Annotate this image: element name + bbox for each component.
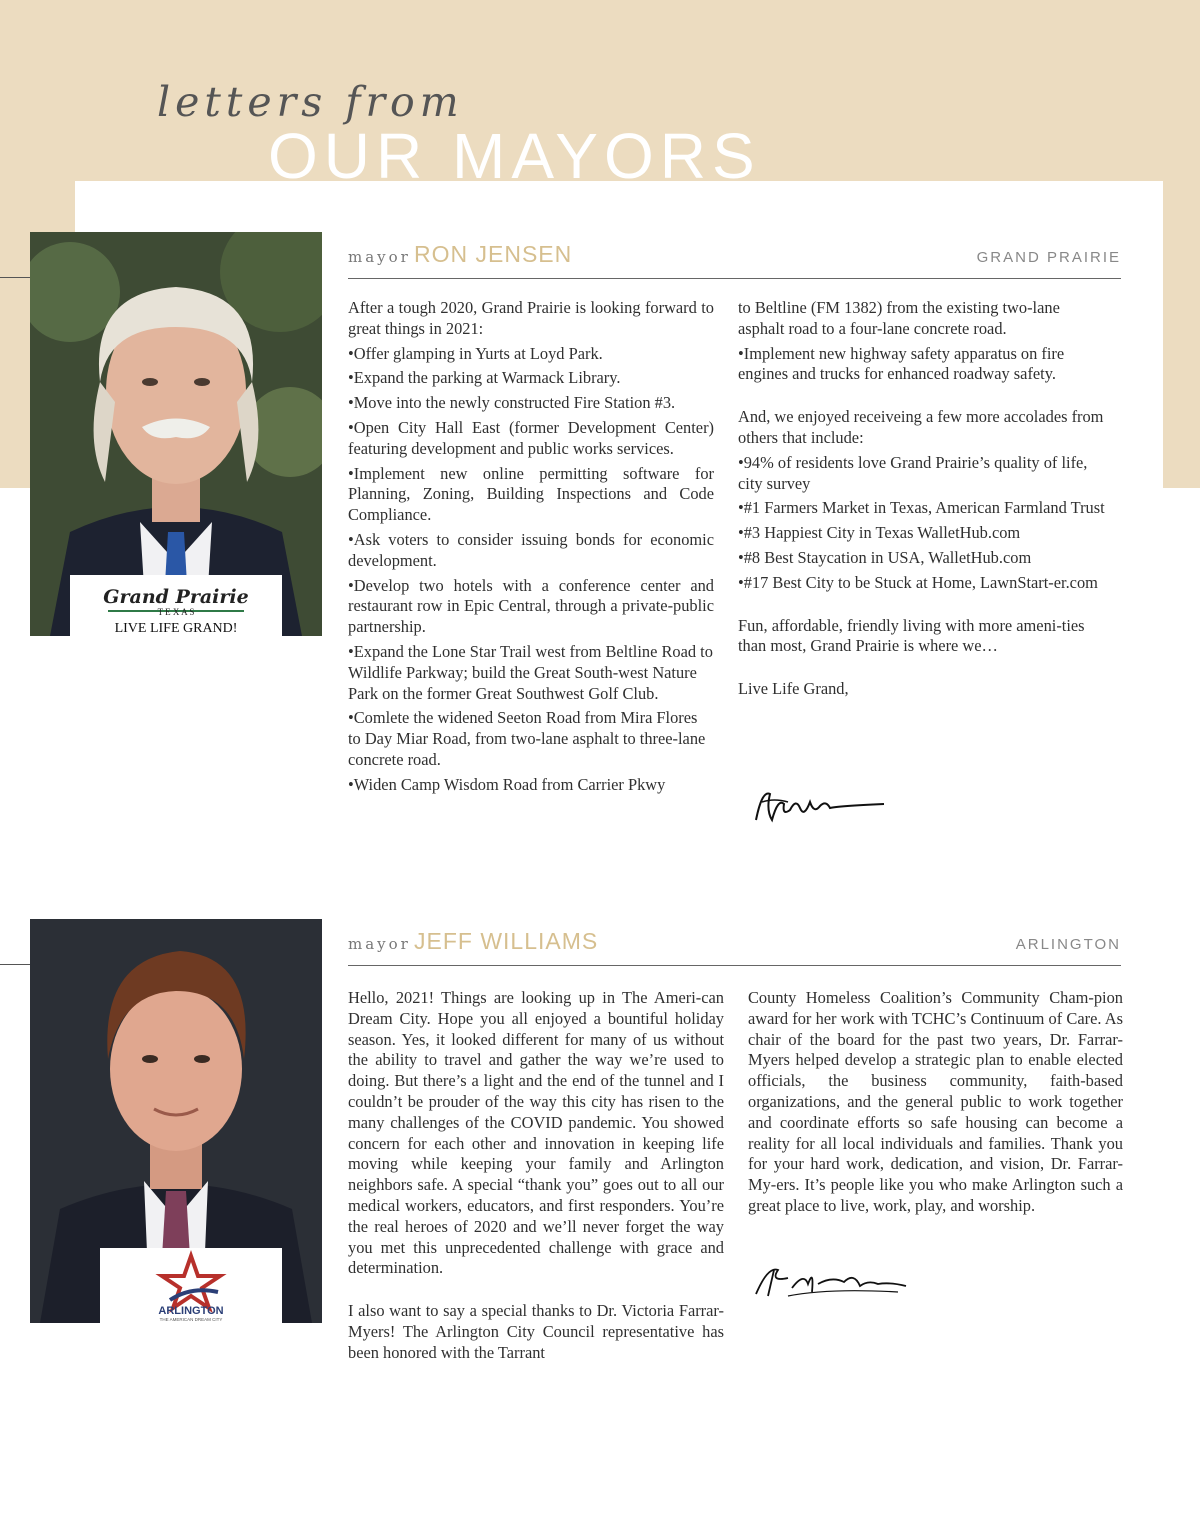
list-item: •Ask voters to consider issuing bonds for economic development. [348, 529, 714, 570]
paragraph: to Beltline (FM 1382) from the existing two-lane asphalt road to a four-lane concrete road. [738, 298, 1060, 338]
grand-prairie-logo [70, 575, 282, 636]
list-item: •Comlete the widened Seeton Road from Mira Flores to Day Miar Road, from two-lane asphalt to three-lane concrete road. [348, 708, 706, 769]
section-title: OUR MAYORS [268, 120, 761, 192]
logo-name: ARLINGTON [158, 1305, 224, 1317]
list-item: •Develop two hotels with a conference center and restaurant row in Epic Central, through a private-public partnership. [348, 575, 714, 637]
mayor-jensen-header [348, 238, 1121, 279]
list-item: •#1 Farmers Market in Texas, American Farmland Trust [738, 498, 1105, 518]
jensen-column-1 [348, 298, 714, 800]
paragraph: I also want to say a special thanks to Dr. Victoria Farrar-Myers! The Arlington City Council representative has been honored with the Tarrant [348, 1301, 724, 1362]
rule-left-1 [0, 277, 30, 278]
list-item: •Offer glamping in Yurts at Loyd Park. [348, 343, 603, 363]
section-kicker: letters from [157, 78, 464, 126]
list-item: •#8 Best Staycation in USA, WalletHub.com [738, 547, 1032, 567]
mayor-label: mayor [348, 248, 411, 266]
list-item: •Implement new highway safety apparatus on fire engines and trucks for enhanced roadway safety. [738, 343, 1065, 384]
mayor-williams-header [348, 925, 1121, 966]
williams-column-2 [748, 988, 1123, 1221]
jensen-signature [748, 780, 888, 830]
paragraph: County Homeless Coalition’s Community Cham-pion award for her work with TCHC’s Continuum of Care. As chair of the board for the past two years, Dr. Farrar-Myers helped develop a strategic plan to enable elected officials, the business community, faith-based organizations, and the general public to work together and coordinate efforts so safe housing can become a reality for all local individuals and families. Thank you for your hard work, dedication, and vision, Dr. Farrar-My-ers. It’s people like you who make Arlington such a great place to live, work, play, and worship. [748, 988, 1123, 1215]
grand-prairie-logo-mark [70, 575, 282, 636]
list-item: •#3 Happiest City in Texas WalletHub.com [738, 523, 1021, 543]
list-item: •Move into the newly constructed Fire Station #3. [348, 393, 676, 413]
mayor-name: JEFF WILLIAMS [414, 928, 599, 954]
williams-column-1 [348, 988, 724, 1368]
list-item: •Implement new online permitting software for Planning, Zoning, Building Inspections and Code Compliance. [348, 463, 714, 525]
logo-script: Grand Prairie [103, 586, 249, 608]
list-item: •Expand the Lone Star Trail west from Beltline Road to Wildlife Parkway; build the Great South-west Nature Park on the former Great Southwest Golf Club. [348, 641, 713, 703]
paragraph: Hello, 2021! Things are looking up in The Ameri-can Dream City. Hope you all enjoyed a bountiful holiday season. Yes, it looked different for many of us without the ability to travel and gather the way we’re used to doing. But there’s a light and the end of the tunnel and I couldn’t be prouder of the way this city has risen to the many challenges of the COVID pandemic. You showed concern for each other and innovation in keeping life moving while keeping your family and Arlington neighbors safe. A special “thank you” goes out to all our medical workers, educators, and first responders. You’re the real heroes of 2020 and we’ll never forget the way you met this unprecedented challenge with grace and determination. [348, 988, 724, 1278]
signoff: Live Life Grand, [738, 679, 849, 699]
williams-signature [748, 1258, 913, 1303]
city-name: GRAND PRAIRIE [976, 249, 1121, 266]
jensen-column-2 [738, 298, 1108, 704]
paragraph: After a tough 2020, Grand Prairie is looking forward to great things in 2021: [348, 298, 714, 338]
logo-tagline: LIVE LIFE GRAND! [114, 621, 238, 636]
arlington-star-mark [100, 1248, 282, 1323]
logo-state: T E X A S [157, 607, 195, 617]
mayor-label: mayor [348, 935, 411, 953]
list-item: •94% of residents love Grand Prairie’s quality of life, city survey [738, 452, 1088, 493]
paragraph: And, we enjoyed receiveing a few more accolades from others that include: [738, 407, 1104, 447]
rule-left-2 [0, 964, 30, 965]
arlington-logo [100, 1248, 282, 1323]
list-item: •Expand the parking at Warmack Library. [348, 368, 621, 388]
closing-paragraph: Fun, affordable, friendly living with more ameni-ties than most, Grand Prairie is where we… [738, 615, 1085, 656]
list-item: •Widen Camp Wisdom Road from Carrier Pkwy [348, 774, 666, 794]
mayor-name: RON JENSEN [414, 241, 573, 267]
list-item: •#17 Best City to be Stuck at Home, LawnStart-er.com [738, 572, 1098, 592]
list-item: •Open City Hall East (former Development Center) featuring development and public works services. [348, 417, 714, 458]
logo-tagline: THE AMERICAN DREAM CITY [159, 1317, 223, 1322]
city-name: ARLINGTON [1015, 936, 1121, 953]
